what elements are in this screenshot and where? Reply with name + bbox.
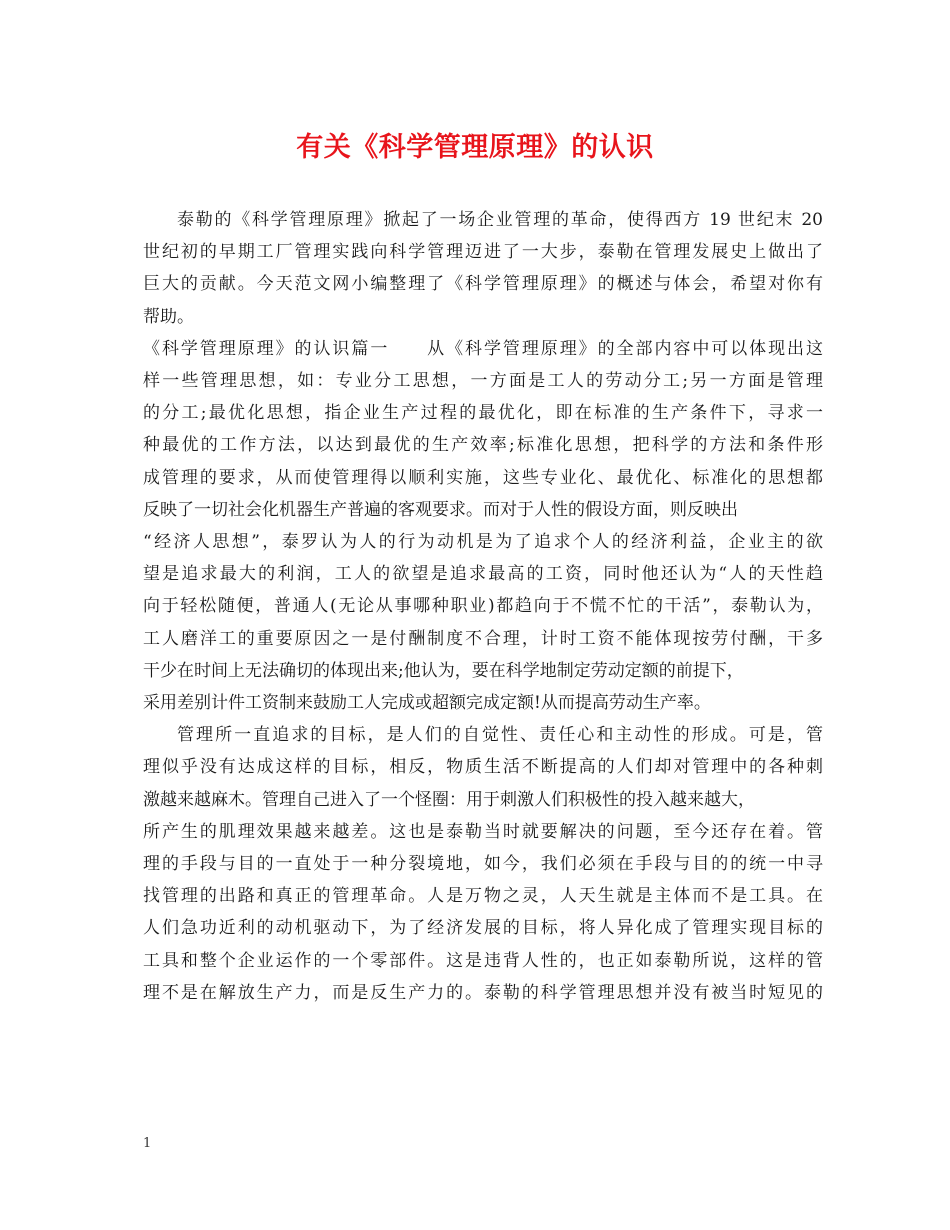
text-line: 世纪初的早期工厂管理实践向科学管理迈进了一大步，泰勒在管理发展史上做出了 [143, 242, 823, 263]
text-line: 管理所一直追求的目标，是人们的自觉性、责任心和主动性的形成。可是，管 [177, 725, 823, 746]
text-line: 巨大的贡献。今天范文网小编整理了《科学管理原理》的概述与体会，希望对你有 [143, 274, 823, 295]
text-line: 工人磨洋工的重要原因之一是付酬制度不合理，计时工资不能体现按劳付酬，干多 [143, 628, 823, 649]
text-line: 样一些管理思想，如：专业分工思想，一方面是工人的劳动分工;另一方面是管理 [143, 371, 823, 392]
text-line: “经济人思想”，泰罗认为人的行为动机是为了追求个人的经济利益，企业主的欲 [143, 532, 823, 553]
text-line: 所产生的肌理效果越来越差。这也是泰勒当时就要解决的问题，至今还存在着。管 [143, 821, 823, 842]
paragraph-part-one [143, 333, 823, 719]
text-line: 向于轻松随便，普通人(无论从事哪种职业)都趋向于不慌不忙的干活”，泰勒认为， [143, 596, 823, 617]
document-title: 有关《科学管理原理》的认识 [296, 132, 654, 163]
text-line: 理不是在解放生产力，而是反生产力的。泰勒的科学管理思想并没有被当时短见的 [143, 982, 823, 1003]
text-line: 《科学管理原理》的认识篇一 从《科学管理原理》的全部内容中可以体现出这 [143, 338, 823, 359]
text-line: 成管理的要求，从而使管理得以顺利实施，这些专业化、最优化、标准化的思想都 [143, 467, 823, 488]
page-number: 1 [143, 1136, 152, 1151]
text-line: 找管理的出路和真正的管理革命。人是万物之灵，人天生就是主体而不是工具。在 [143, 886, 823, 907]
text-line: 激越来越麻木。管理自己进入了一个怪圈：用于刺激人们积极性的投入越来越大， [143, 789, 755, 810]
text-line: 的分工;最优化思想，指企业生产过程的最优化，即在标准的生产条件下，寻求一 [143, 403, 823, 424]
text-line: 反映了一切社会化机器生产普遍的客观要求。而对于人性的假设方面，则反映出 [143, 499, 738, 520]
text-line: 采用差别计件工资制来鼓励工人完成或超额完成定额!从而提高劳动生产率。 [143, 693, 711, 714]
text-line: 望是追求最大的利润，工人的欲望是追求最高的工资，同时他还认为“人的天性趋 [143, 564, 823, 585]
text-line: 干少在时间上无法确切的体现出来;他认为，要在科学地制定劳动定额的前提下， [143, 660, 744, 681]
text-line: 帮助。 [143, 306, 194, 327]
paragraph-management [143, 719, 823, 1009]
text-line: 工具和整个企业运作的一个零部件。这是违背人性的，也正如泰勒所说，这样的管 [143, 950, 823, 971]
paragraph-intro [143, 204, 823, 333]
text-line: 理似乎没有达成这样的目标，相反，物质生活不断提高的人们却对管理中的各种刺 [143, 757, 823, 778]
document-body [143, 204, 823, 1009]
text-line: 泰勒的《科学管理原理》掀起了一场企业管理的革命，使得西方 19 世纪末 20 [177, 210, 823, 230]
text-line: 理的手段与目的一直处于一种分裂境地，如今，我们必须在手段与目的的统一中寻 [143, 854, 823, 875]
text-line: 种最优的工作方法，以达到最优的生产效率;标准化思想，把科学的方法和条件形 [143, 435, 823, 456]
text-line: 人们急功近利的动机驱动下，为了经济发展的目标，将人异化成了管理实现目标的 [143, 918, 823, 939]
